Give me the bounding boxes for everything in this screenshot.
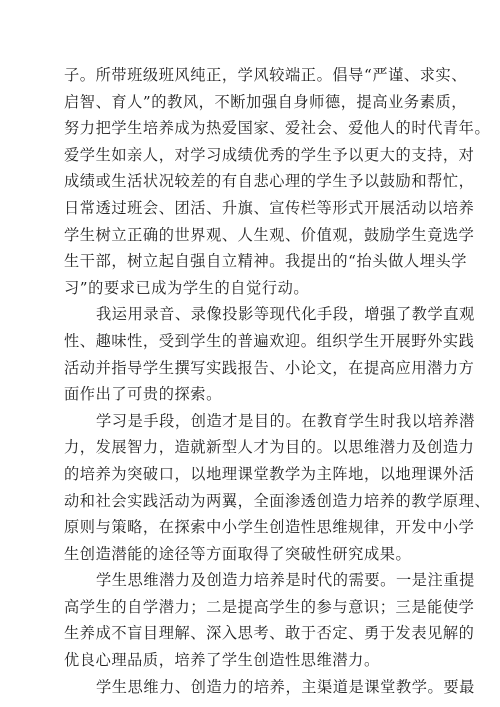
text-line: 活动并指导学生撰写实践报告、小论文，在提高应用潜力方	[64, 358, 475, 377]
text-line: 学生树立正确的世界观、人生观、价值观，鼓励学生竟选学	[64, 225, 475, 244]
text-line: 日常透过班会、团活、升旗、宣传栏等形式开展活动以培养	[64, 198, 475, 217]
text-line: 爱学生如亲人，对学习成绩优秀的学生予以更大的支持，对	[64, 145, 475, 164]
text-line: 习”的要求已成为学生的自觉行动。	[64, 278, 310, 297]
text-line: 性、趣味性，受到学生的普遍欢迎。组织学生开展野外实践	[64, 331, 475, 350]
text-line: 生创造潜能的途径等方面取得了突破性研究成果。	[64, 544, 412, 563]
text-line: 启智、育人”的教风，不断加强自身师德，提高业务素质，	[64, 92, 468, 111]
text-line: 子。所带班级班风纯正，学风较端正。倡导“严谨、求实、	[64, 66, 468, 84]
text-line: 的培养为突破口，以地理课堂教学为主阵地，以地理课外活	[64, 464, 475, 483]
text-line: 动和社会实践活动为两翼，全面渗透创造力培养的教学原理、	[64, 491, 491, 510]
paragraph-first-line: 学生思维力、创造力的培养，主渠道是课堂教学。要最	[96, 677, 475, 696]
text-line: 高学生的自学潜力；二是提高学生的参与意识；三是能使学	[64, 597, 475, 616]
text-line: 生干部，树立起自强自立精神。我提出的“抬头做人埋头学	[64, 252, 468, 271]
text-line: 力，发展智力，造就新型人才为目的。以思维潜力及创造力	[64, 438, 475, 457]
text-line: 努力把学生培养成为热爱国家、爱社会、爱他人的时代青年。	[64, 119, 491, 138]
paragraph-first-line: 我运用录音、录像投影等现代化手段，增强了教学直观	[96, 305, 475, 324]
paragraph-first-line: 学习是手段，创造才是目的。在教育学生时我以培养潜	[96, 411, 475, 430]
text-line: 面作出了可贵的探索。	[64, 385, 222, 404]
document-body	[64, 62, 491, 700]
text-line: 原则与策略，在探索中小学生创造性思维规律，开发中小学	[64, 518, 475, 537]
text-line: 生养成不盲目理解、深入思考、敢于否定、勇于发表见解的	[64, 624, 475, 643]
text-line: 成绩或生活状况较差的有自悲心理的学生予以鼓励和帮忙，	[64, 172, 475, 191]
text-line: 优良心理品质，培养了学生创造性思维潜力。	[64, 651, 380, 670]
paragraph-first-line: 学生思维潜力及创造力培养是时代的需要。一是注重提	[96, 571, 475, 590]
